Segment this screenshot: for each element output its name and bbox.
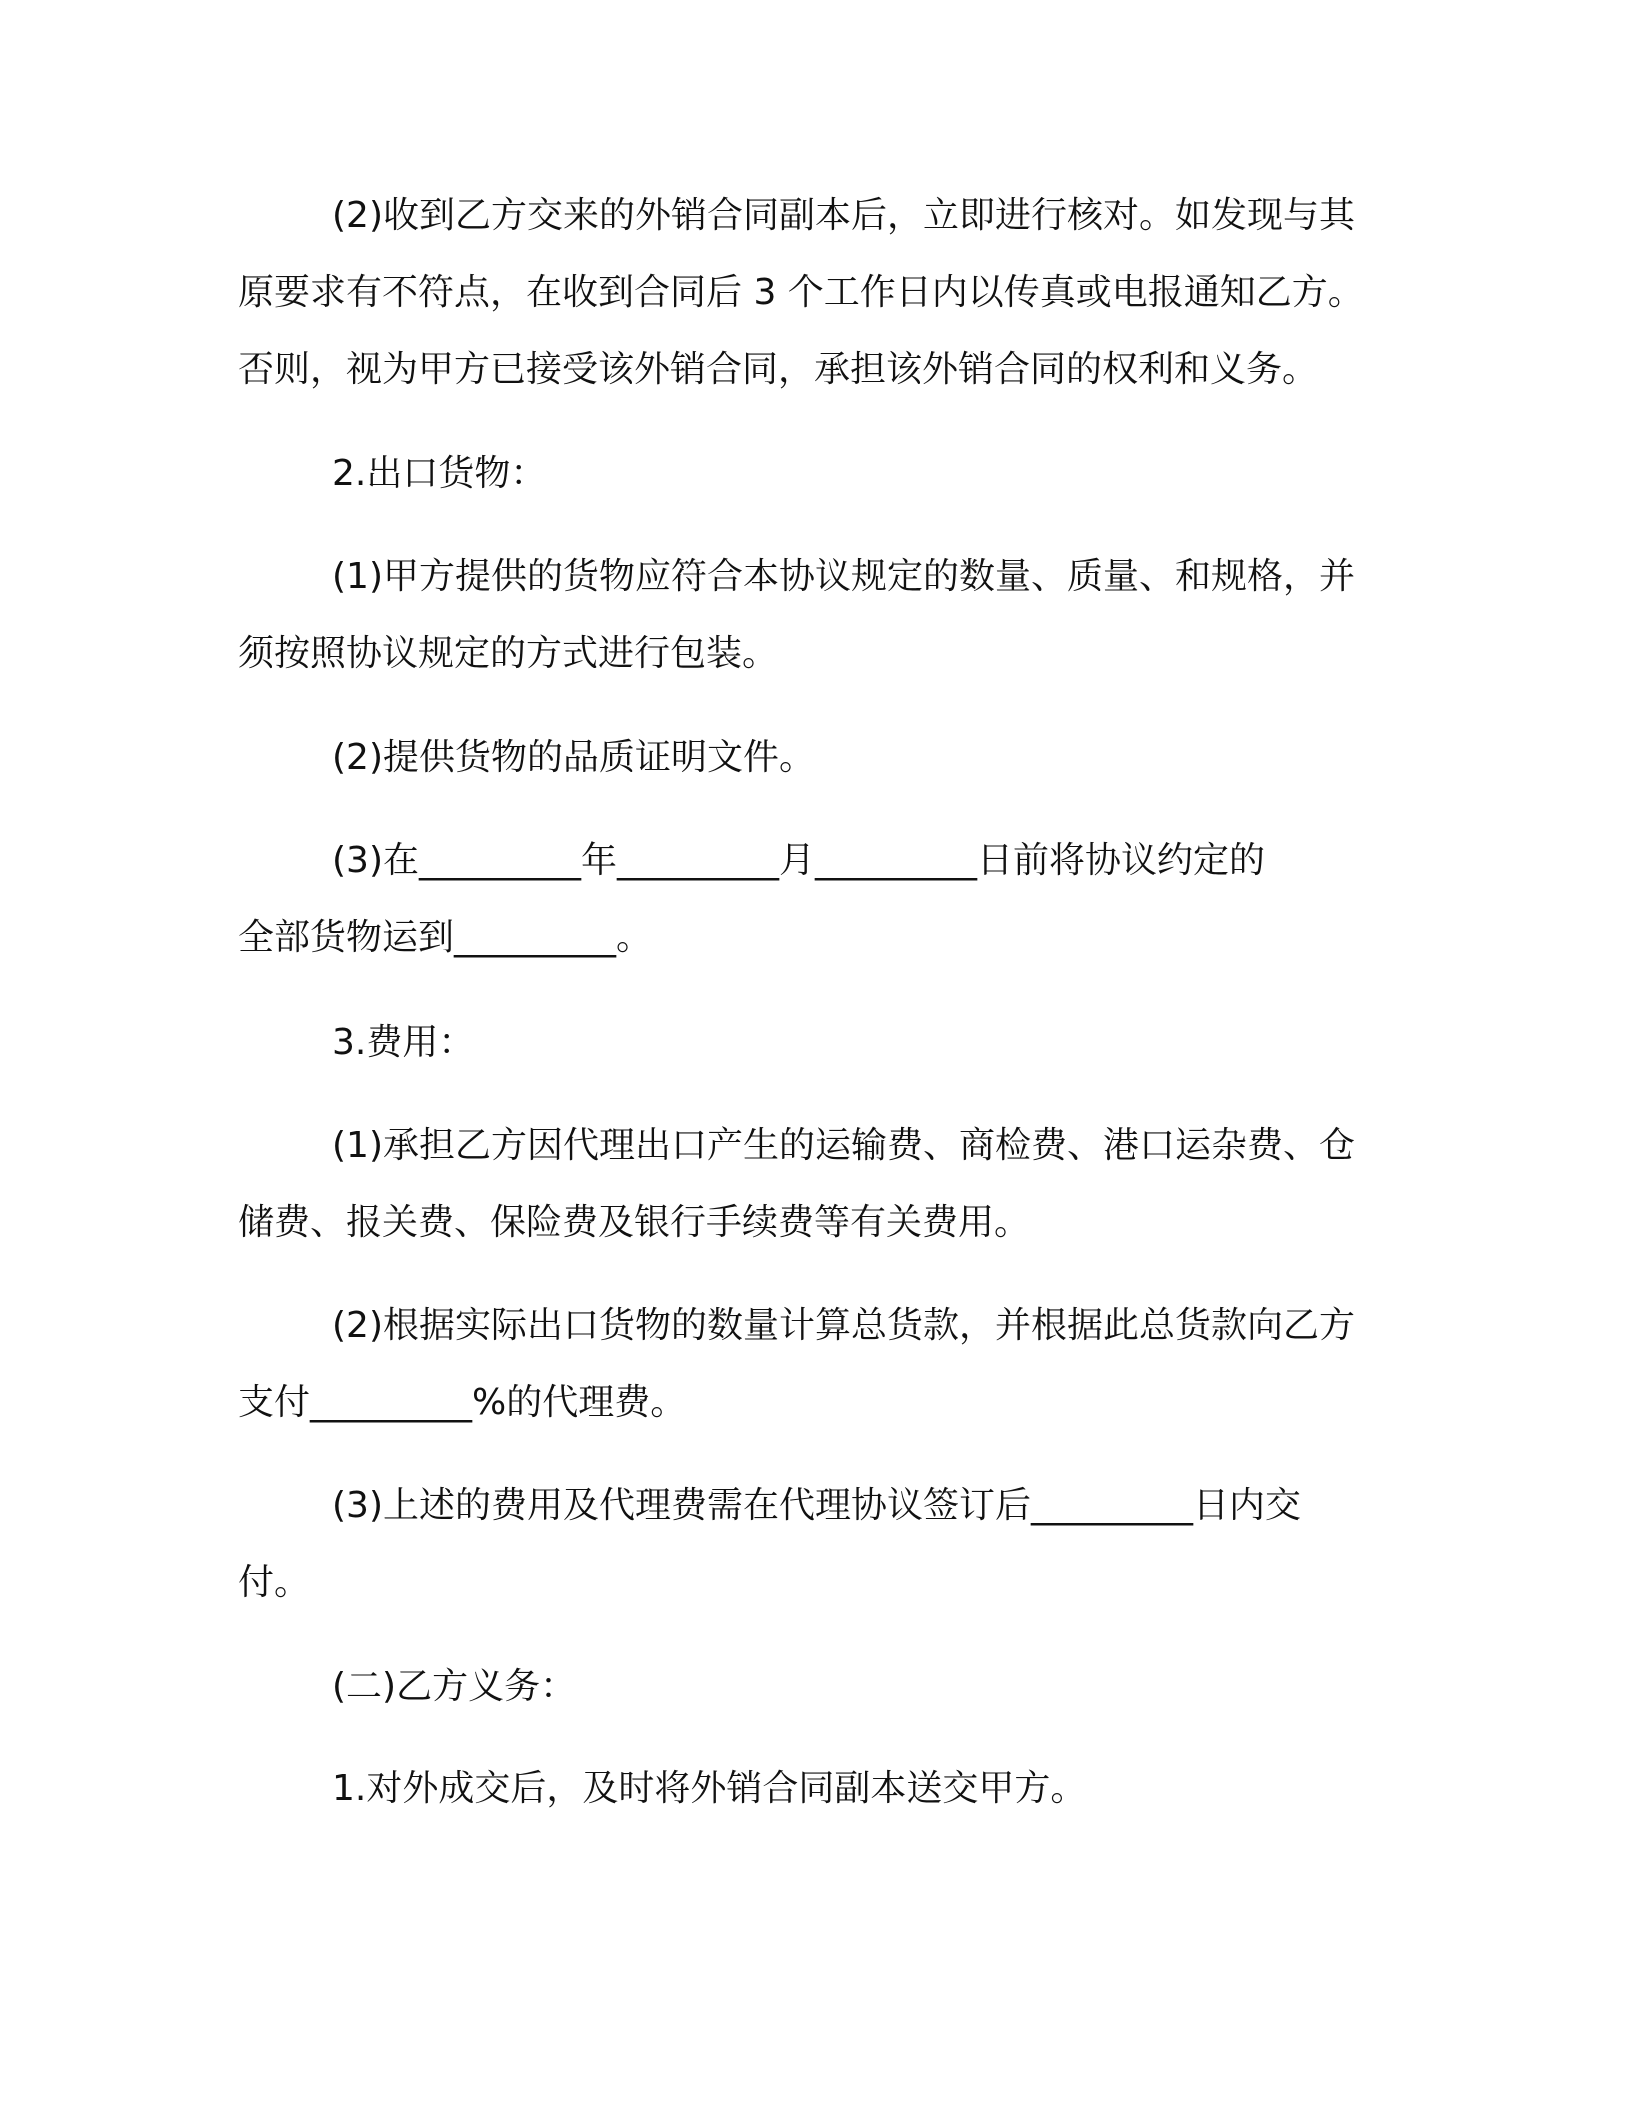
heading-expenses (238, 1004, 1394, 1081)
text-line: (1)甲方提供的货物应符合本协议规定的数量、质量、和规格，并 (332, 556, 1355, 597)
text-line: 储费、报关费、保险费及银行手续费等有关费用。 (238, 1202, 1031, 1243)
heading-export-goods (238, 435, 1394, 512)
paragraph-payment-deadline (238, 1467, 1394, 1621)
text-line: 须按照协议规定的方式进行包装。 (238, 633, 779, 674)
text-line: (1)承担乙方因代理出口产生的运输费、商检费、港口运杂费、仓 (332, 1125, 1355, 1166)
heading-party-b-obligations (238, 1648, 1394, 1725)
paragraph-review-contract (238, 177, 1394, 408)
text-line: 否则，视为甲方已接受该外销合同，承担该外销合同的权利和义务。 (238, 349, 1319, 390)
text-line: (3)上述的费用及代理费需在代理协议签订后_________日内交 (332, 1485, 1301, 1526)
text-line: 3.费用： (332, 1022, 475, 1063)
text-line: (3)在_________年_________月_________日前将协议约定的 (332, 840, 1265, 881)
paragraph-delivery-date (238, 822, 1394, 976)
text-line: 支付_________%的代理费。 (238, 1382, 687, 1423)
text-line: (2)收到乙方交来的外销合同副本后，立即进行核对。如发现与其 (332, 195, 1355, 236)
text-line: 全部货物运到_________。 (238, 917, 653, 958)
text-line: 付。 (238, 1562, 311, 1603)
text-line: (2)提供货物的品质证明文件。 (332, 737, 815, 778)
paragraph-agency-fee (238, 1287, 1394, 1441)
paragraph-bear-expenses (238, 1107, 1394, 1261)
text-line: 2.出口货物： (332, 453, 547, 494)
text-line: 原要求有不符点，在收到合同后 3 个工作日内以传真或电报通知乙方。 (238, 272, 1364, 313)
paragraph-quality-certificate (238, 719, 1394, 796)
text-line: (2)根据实际出口货物的数量计算总货款，并根据此总货款向乙方 (332, 1305, 1355, 1346)
paragraph-goods-quality (238, 538, 1394, 692)
text-line: 1.对外成交后，及时将外销合同副本送交甲方。 (332, 1768, 1087, 1809)
text-line: (二)乙方义务： (332, 1666, 577, 1707)
paragraph-send-contract-copy (238, 1750, 1394, 1827)
